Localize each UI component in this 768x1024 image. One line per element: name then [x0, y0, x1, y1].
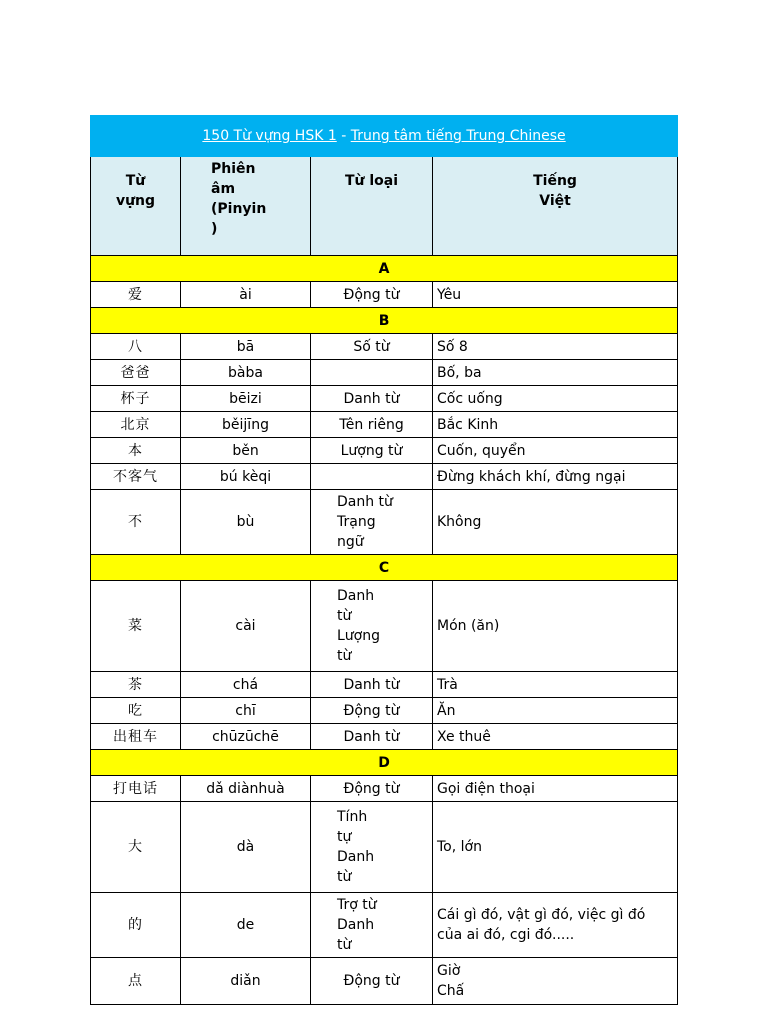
type-cell — [311, 360, 433, 386]
pinyin-cell: ài — [181, 282, 311, 308]
pinyin-cell: bù — [181, 490, 311, 555]
type-cell: Động từ — [311, 282, 433, 308]
section-row — [91, 256, 678, 282]
word-cell: 不客气 — [91, 464, 181, 490]
word-cell: 菜 — [91, 581, 181, 672]
header-meaning: Tiếng Việt — [433, 157, 678, 256]
section-row — [91, 308, 678, 334]
title-cell — [91, 116, 678, 157]
table-row — [91, 490, 678, 555]
pinyin-cell: běn — [181, 438, 311, 464]
type-cell: Động từ — [311, 776, 433, 802]
meaning-cell: Đừng khách khí, đừng ngại — [433, 464, 678, 490]
word-cell: 不 — [91, 490, 181, 555]
type-cell: Tên riêng — [311, 412, 433, 438]
pinyin-cell: cài — [181, 581, 311, 672]
type-cell: Động từ — [311, 698, 433, 724]
meaning-cell: Bắc Kinh — [433, 412, 678, 438]
type-cell: Số từ — [311, 334, 433, 360]
word-cell: 八 — [91, 334, 181, 360]
table-row — [91, 776, 678, 802]
word-cell: 点 — [91, 958, 181, 1005]
table-row — [91, 464, 678, 490]
title-row — [91, 116, 678, 157]
type-cell: Danh từ — [311, 386, 433, 412]
type-cell: Động từ — [311, 958, 433, 1005]
type-cell: Danh từ Trạng ngữ — [311, 490, 433, 555]
table-row — [91, 360, 678, 386]
table-row — [91, 672, 678, 698]
pinyin-cell: běijīng — [181, 412, 311, 438]
table-row — [91, 724, 678, 750]
word-cell: 杯子 — [91, 386, 181, 412]
section-letter: D — [91, 750, 678, 776]
table-row — [91, 282, 678, 308]
meaning-cell: Trà — [433, 672, 678, 698]
word-cell: 出租车 — [91, 724, 181, 750]
pinyin-cell: bēizi — [181, 386, 311, 412]
pinyin-cell: bú kèqi — [181, 464, 311, 490]
pinyin-cell: chá — [181, 672, 311, 698]
meaning-cell: To, lớn — [433, 802, 678, 893]
table-row — [91, 581, 678, 672]
word-cell: 打电话 — [91, 776, 181, 802]
word-cell: 北京 — [91, 412, 181, 438]
table-row — [91, 893, 678, 958]
pinyin-cell: bā — [181, 334, 311, 360]
type-cell: Danh từ — [311, 724, 433, 750]
section-letter: A — [91, 256, 678, 282]
meaning-cell: Xe thuê — [433, 724, 678, 750]
header-row — [91, 157, 678, 256]
table-row — [91, 334, 678, 360]
table-row — [91, 802, 678, 893]
word-cell: 的 — [91, 893, 181, 958]
table-row — [91, 412, 678, 438]
section-letter: C — [91, 555, 678, 581]
pinyin-cell: chī — [181, 698, 311, 724]
type-cell — [311, 464, 433, 490]
header-word: Từ vựng — [91, 157, 181, 256]
pinyin-cell: bàba — [181, 360, 311, 386]
meaning-cell: Cốc uống — [433, 386, 678, 412]
meaning-cell: Không — [433, 490, 678, 555]
header-type: Từ loại — [311, 157, 433, 256]
meaning-cell: Ăn — [433, 698, 678, 724]
pinyin-cell: de — [181, 893, 311, 958]
meaning-cell: Cuốn, quyển — [433, 438, 678, 464]
meaning-cell: Gọi điện thoại — [433, 776, 678, 802]
table-row — [91, 386, 678, 412]
pinyin-cell: diǎn — [181, 958, 311, 1005]
word-cell: 爸爸 — [91, 360, 181, 386]
word-cell: 吃 — [91, 698, 181, 724]
pinyin-cell: dà — [181, 802, 311, 893]
title-separator: - — [336, 128, 351, 144]
meaning-cell: Bố, ba — [433, 360, 678, 386]
type-cell: Tính tự Danh từ — [311, 802, 433, 893]
title-link-center[interactable]: Trung tâm tiếng Trung Chinese — [350, 128, 566, 144]
meaning-cell: Yêu — [433, 282, 678, 308]
section-row — [91, 555, 678, 581]
word-cell: 本 — [91, 438, 181, 464]
header-pinyin: Phiên âm (Pinyin ) — [181, 157, 311, 256]
pinyin-cell: dǎ diànhuà — [181, 776, 311, 802]
type-cell: Danh từ Lượng từ — [311, 581, 433, 672]
vocab-table — [90, 115, 678, 1005]
section-letter: B — [91, 308, 678, 334]
table-row — [91, 958, 678, 1005]
word-cell: 茶 — [91, 672, 181, 698]
title-link-hsk[interactable]: 150 Từ vựng HSK 1 — [202, 128, 337, 144]
meaning-cell: Món (ăn) — [433, 581, 678, 672]
type-cell: Danh từ — [311, 672, 433, 698]
word-cell: 爱 — [91, 282, 181, 308]
meaning-cell: Cái gì đó, vật gì đó, việc gì đó của ai đó, cgi đó..... — [433, 893, 678, 958]
table-row — [91, 698, 678, 724]
type-cell: Lượng từ — [311, 438, 433, 464]
meaning-cell: Số 8 — [433, 334, 678, 360]
word-cell: 大 — [91, 802, 181, 893]
table-row — [91, 438, 678, 464]
section-row — [91, 750, 678, 776]
meaning-cell: Giờ Chấ — [433, 958, 678, 1005]
type-cell: Trợ từ Danh từ — [311, 893, 433, 958]
pinyin-cell: chūzūchē — [181, 724, 311, 750]
